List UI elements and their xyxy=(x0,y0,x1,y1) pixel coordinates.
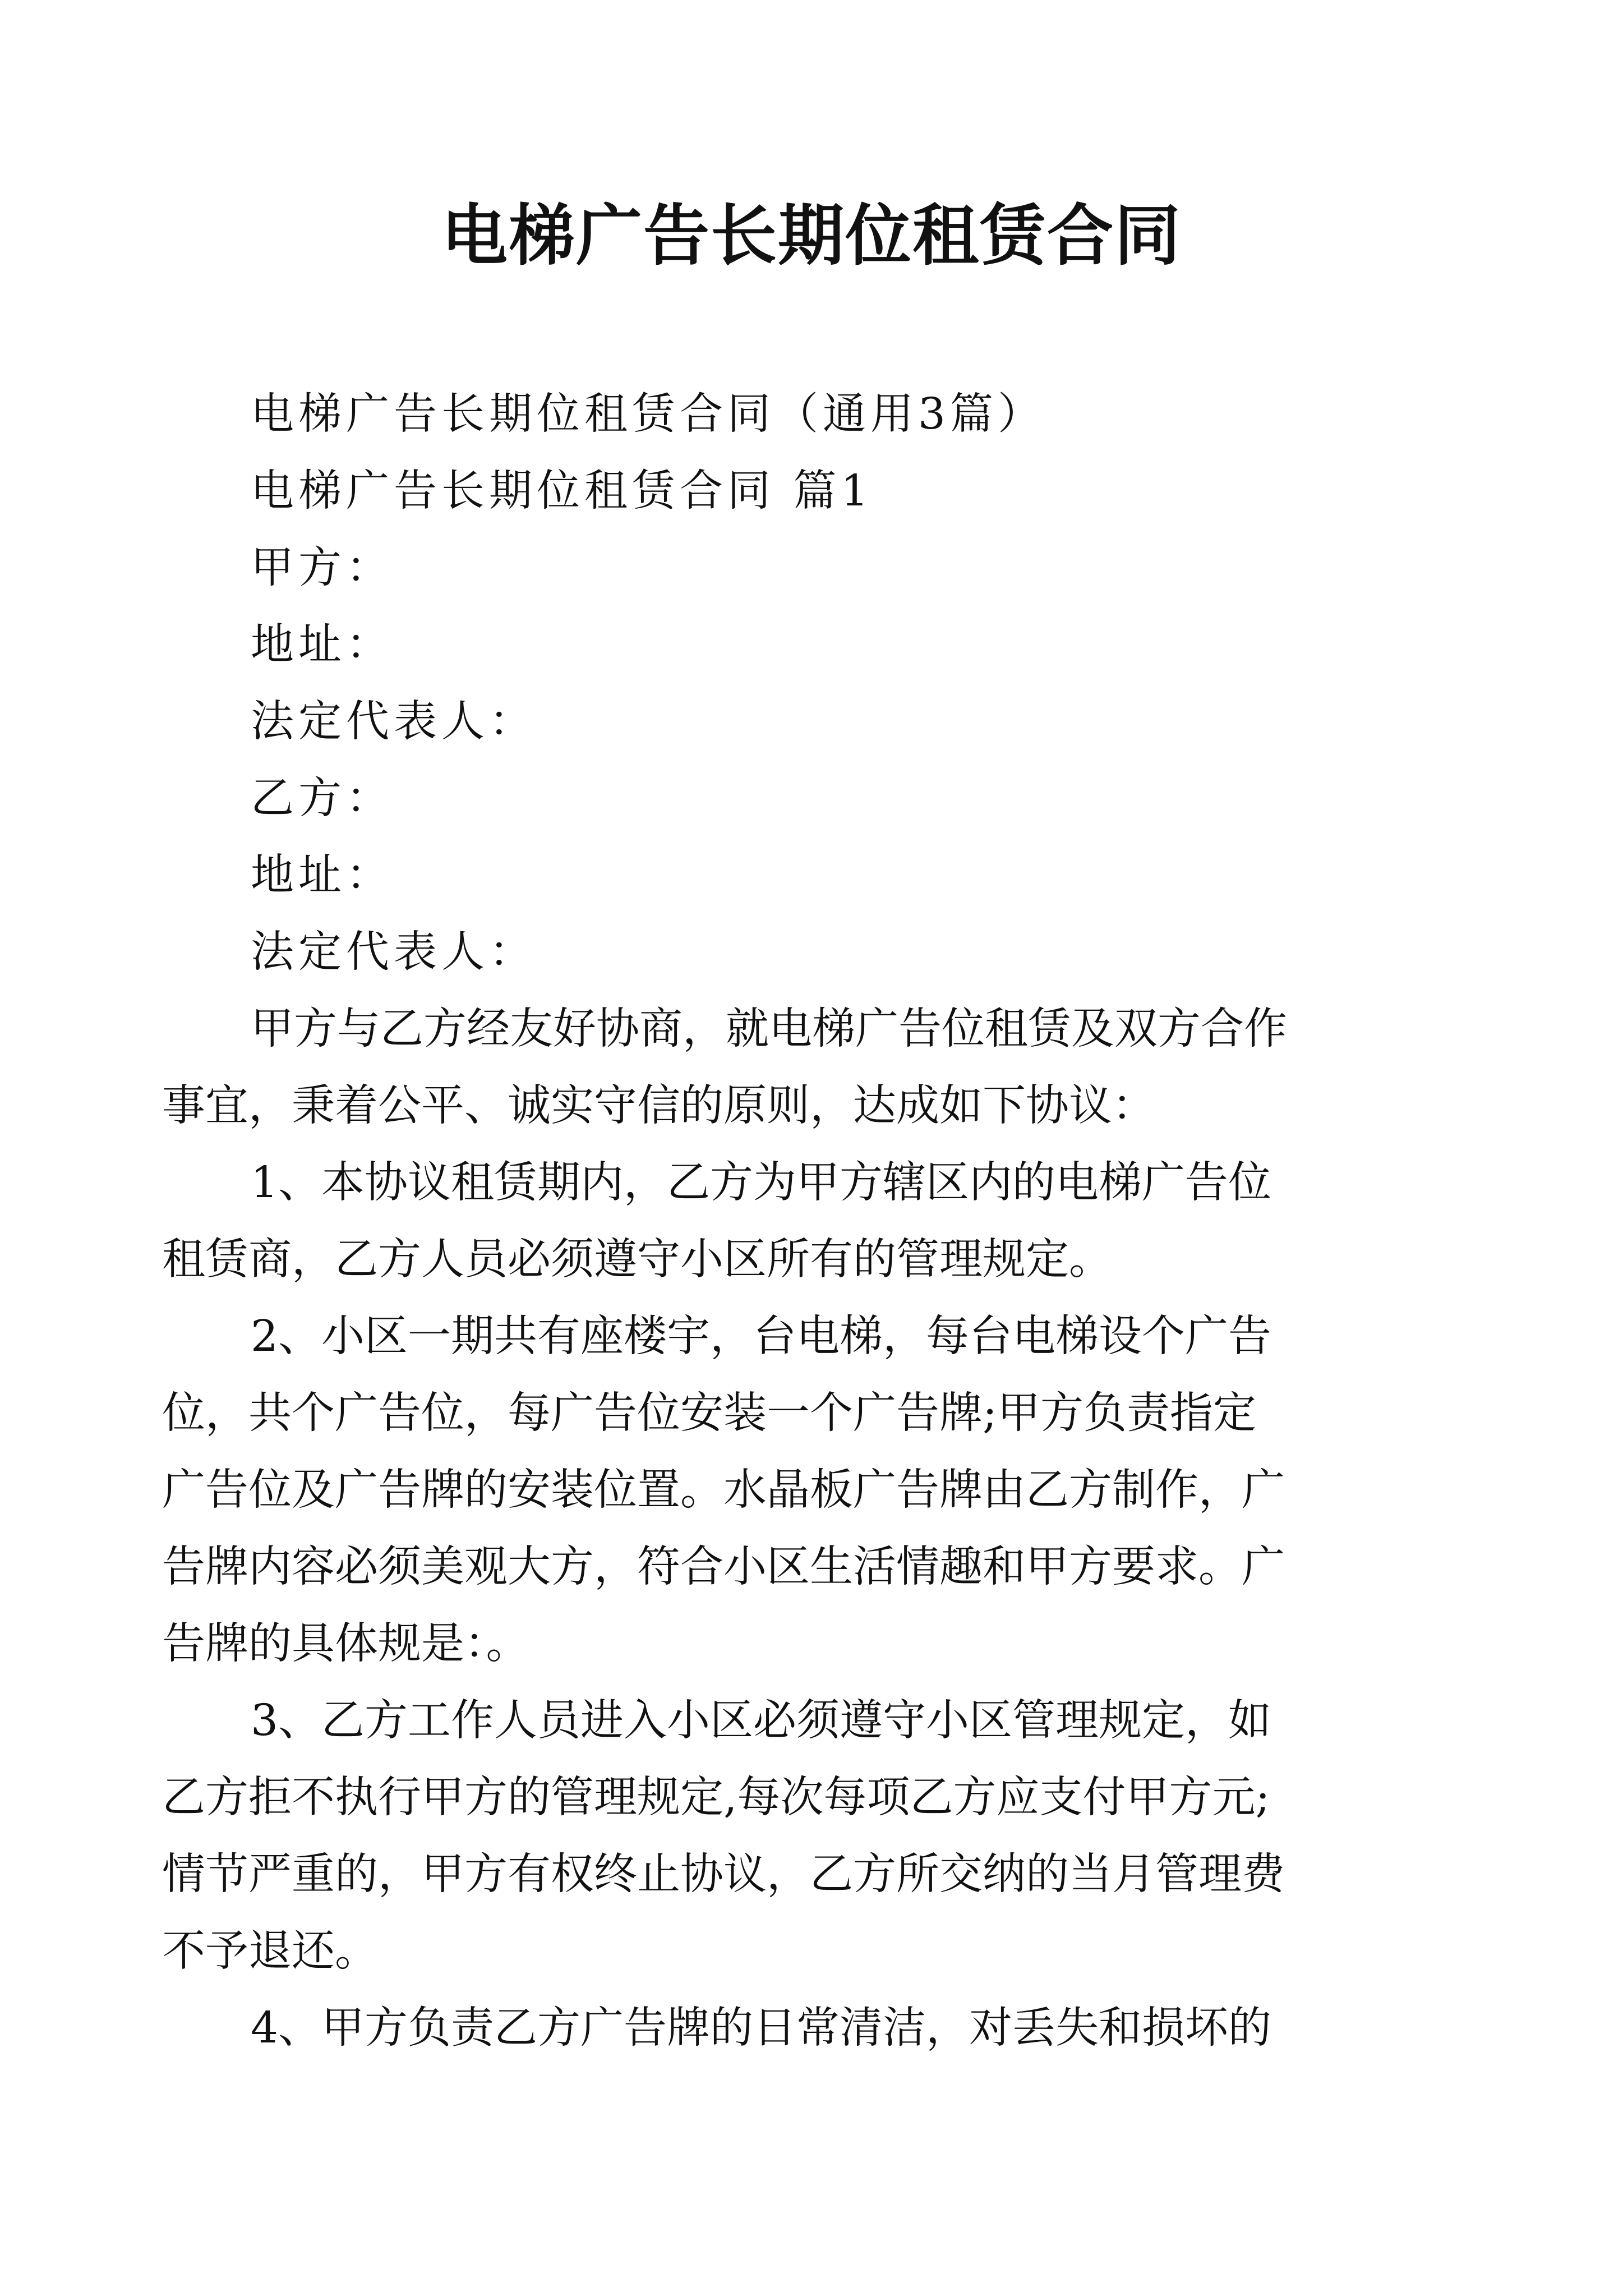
clause-3-line-4: 不予退还。 xyxy=(162,1926,378,1976)
subtitle-line: 电梯广告长期位租赁合同（通用3篇） xyxy=(251,389,1045,439)
clause-1-line-1: 1、本协议租赁期内，乙方为甲方辖区内的电梯广告位 xyxy=(251,1158,1271,1208)
party-a-representative-label: 法定代表人： xyxy=(251,697,537,747)
clause-4-line-1: 4、甲方负责乙方广告牌的日常清洁，对丢失和损坏的 xyxy=(251,2003,1271,2053)
party-b-label: 乙方： xyxy=(251,774,394,823)
clause-3-line-1: 3、乙方工作人员进入小区必须遵守小区管理规定，如 xyxy=(251,1696,1271,1746)
clause-2-line-5: 告牌的具体规是：。 xyxy=(162,1619,529,1669)
clause-2-line-4: 告牌内容必须美观大方，符合小区生活情趣和甲方要求。广 xyxy=(162,1542,1285,1592)
clause-2-line-3: 广告位及广告牌的安装位置。水晶板广告牌由乙方制作，广 xyxy=(162,1465,1285,1515)
clause-3-line-2: 乙方拒不执行甲方的管理规定,每次每项乙方应支付甲方元; xyxy=(162,1773,1270,1823)
party-a-address-label: 地址： xyxy=(251,620,394,670)
clause-1-line-2: 租赁商，乙方人员必须遵守小区所有的管理规定。 xyxy=(162,1235,1112,1285)
party-b-representative-label: 法定代表人： xyxy=(251,927,537,977)
clause-3-line-3: 情节严重的，甲方有权终止协议，乙方所交纳的当月管理费 xyxy=(162,1849,1285,1899)
intro-paragraph-line-2: 事宜，秉着公平、诚实守信的原则，达成如下协议： xyxy=(162,1081,1155,1131)
clause-2-line-2: 位，共个广告位，每广告位安装一个广告牌;甲方负责指定 xyxy=(162,1388,1256,1438)
section-heading: 电梯广告长期位租赁合同 篇1 xyxy=(251,466,873,516)
document-title: 电梯广告长期位租赁合同 xyxy=(441,196,1182,274)
clause-2-line-1: 2、小区一期共有座楼宇，台电梯，每台电梯设个广告 xyxy=(251,1312,1271,1361)
party-b-address-label: 地址： xyxy=(251,850,394,900)
document-body xyxy=(162,376,1384,2067)
intro-paragraph-line-1: 甲方与乙方经友好协商，就电梯广告位租赁及双方合作 xyxy=(251,1004,1287,1054)
party-a-label: 甲方： xyxy=(251,543,394,593)
